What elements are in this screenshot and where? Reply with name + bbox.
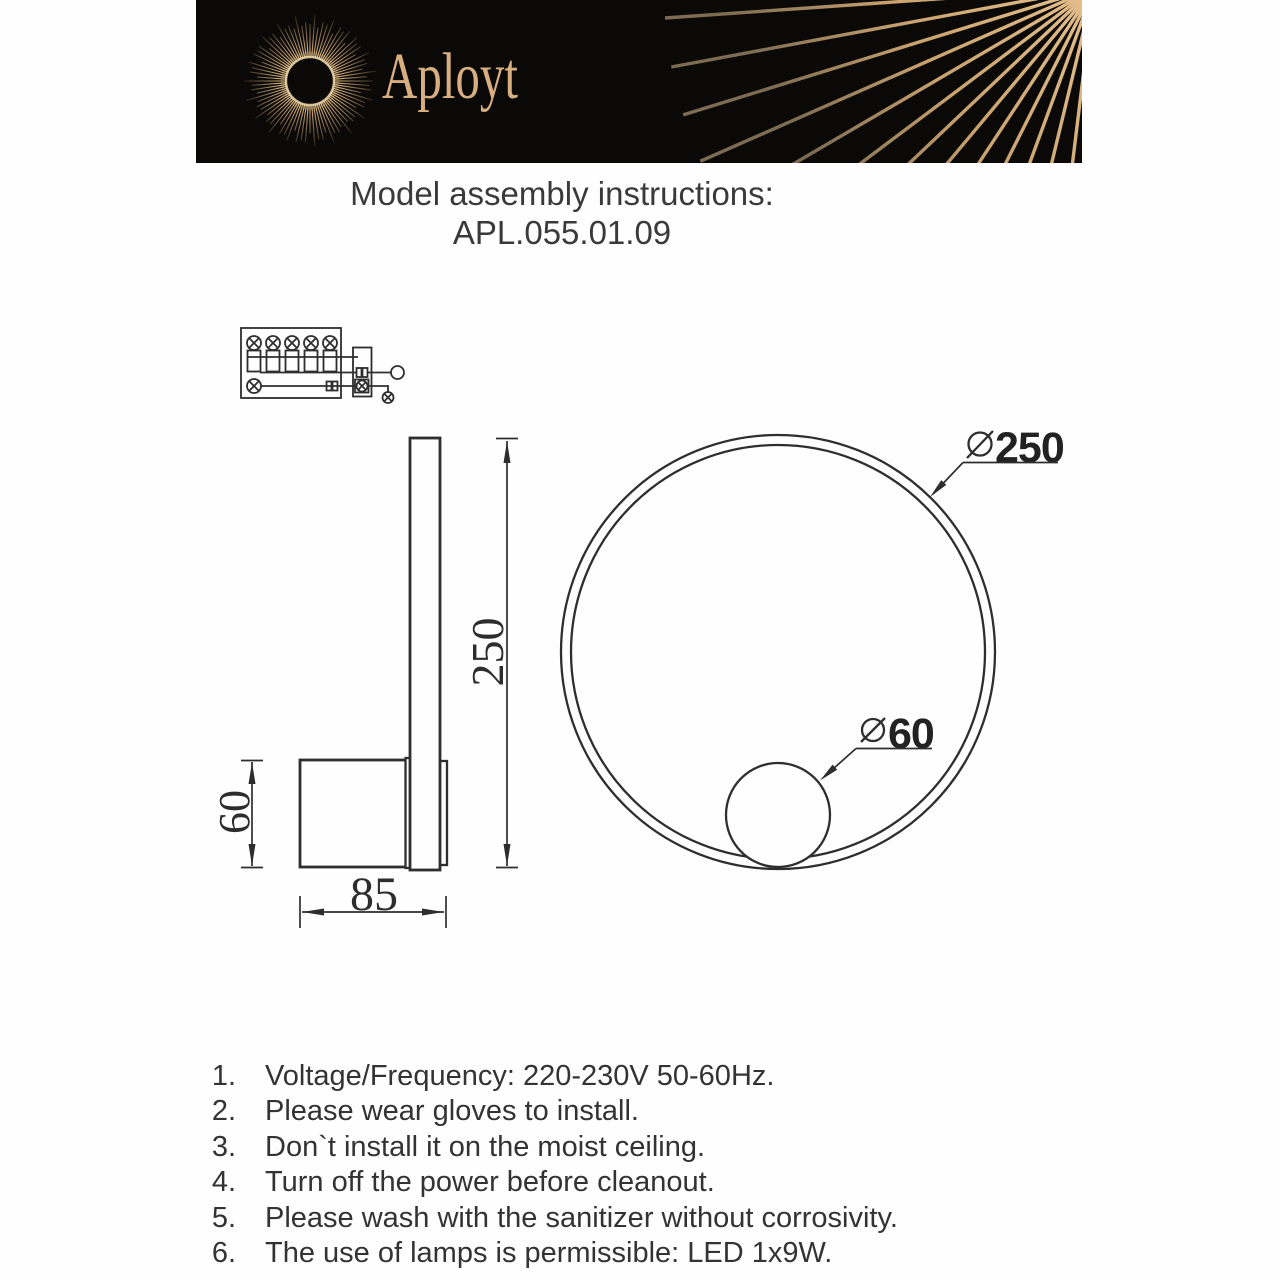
item-text: Don`t install it on the moist ceiling. [265,1130,706,1163]
callout-sphere-diameter [820,710,934,781]
sphere-circle [726,763,830,867]
front-view [561,424,1064,869]
dimension-height [462,439,518,868]
banner-background [196,0,1082,163]
technical-drawing [0,280,1280,960]
base-box [300,760,406,867]
item-text: Voltage/Frequency: 220-230V 50-60Hz. [265,1060,775,1092]
brand-banner [196,0,1082,163]
lamp-symbol [391,366,404,379]
dimension-base-height [210,761,263,868]
ring-diameter-label: 250 [995,424,1064,472]
banner-art [196,0,1082,163]
side-view [210,438,518,928]
dim-base-width-label: 85 [350,868,398,921]
list-item [190,1165,898,1200]
wiring-diagram [241,328,404,403]
item-number: 6. [211,1237,236,1270]
item-number: 1. [211,1060,236,1092]
item-text: The use of lamps is permissible: LED 1x9W. [265,1237,833,1270]
page-title: Model assembly instructions: [350,175,774,212]
dimension-base-width [300,868,446,928]
item-number: 5. [211,1201,236,1234]
instructions-list [190,1059,898,1271]
ring-profile-bar [410,438,440,870]
earth-screw [383,392,394,403]
list-item [190,1236,898,1271]
item-text: Please wear gloves to install. [265,1095,639,1128]
list-item [190,1201,898,1236]
item-text: Please wash with the sanitizer without corrosivity. [265,1201,898,1234]
dim-base-height-label: 60 [210,790,259,834]
item-number: 3. [211,1130,236,1163]
terminal-screws [247,336,337,372]
item-number: 4. [211,1166,236,1199]
dim-height-label: 250 [462,617,513,687]
sphere-diameter-label: 60 [888,710,934,758]
brand-name: Aployt [382,40,518,113]
callout-ring-diameter [930,424,1064,497]
list-item [190,1059,898,1094]
ground-screw [247,379,261,393]
model-number: APL.055.01.09 [452,214,672,251]
item-number: 2. [211,1095,236,1128]
list-item [190,1094,898,1129]
title-block [0,174,1124,252]
item-text: Turn off the power before cleanout. [265,1166,715,1199]
clamp-screw [357,381,368,392]
list-item [190,1130,898,1165]
